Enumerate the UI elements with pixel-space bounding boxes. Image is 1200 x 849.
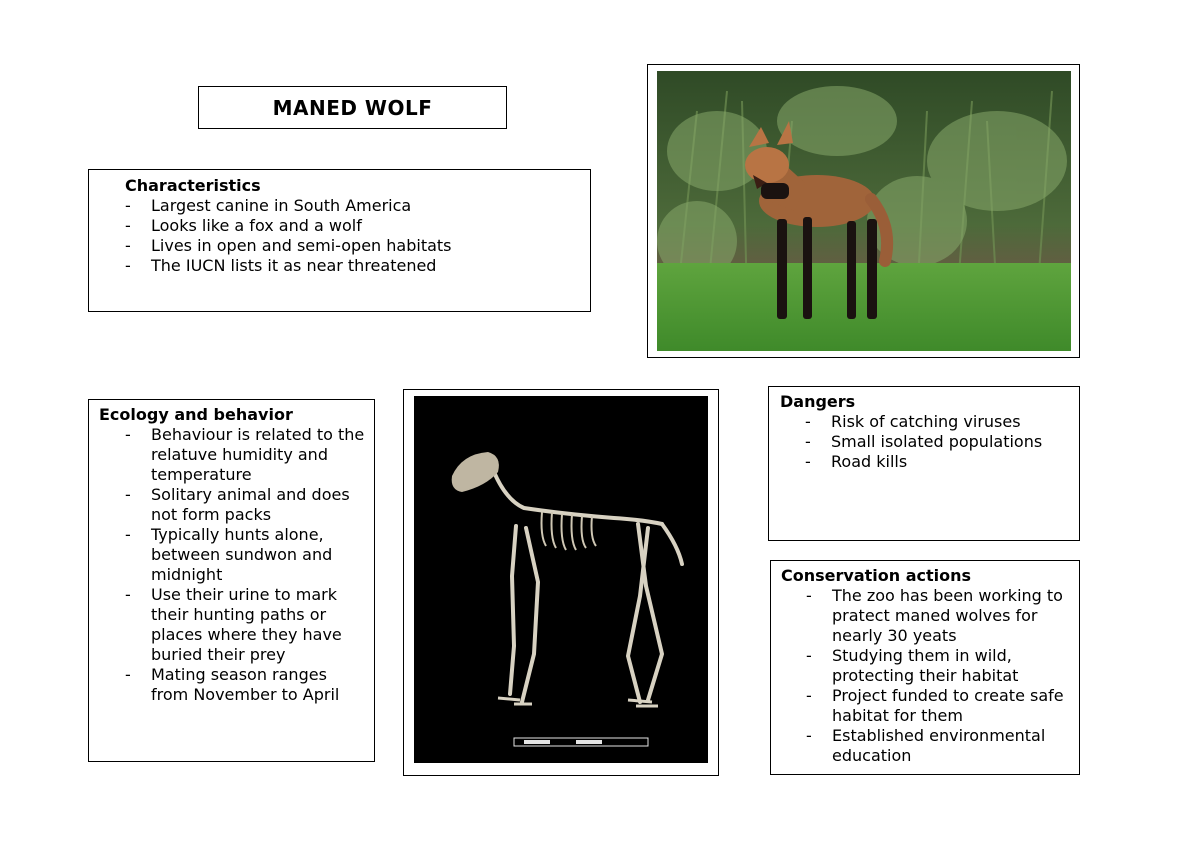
list-item: - Established environmental education <box>781 726 1079 766</box>
list-item: - Largest canine in South America <box>125 196 590 216</box>
conservation-list <box>781 586 1079 766</box>
skeleton-photo-frame <box>403 389 719 776</box>
list-item: - Looks like a fox and a wolf <box>125 216 590 236</box>
list-item: - The zoo has been working to pratect maned wolves for nearly 30 yeats <box>781 586 1079 646</box>
list-item: - Studying them in wild, protecting their habitat <box>781 646 1079 686</box>
conservation-heading: Conservation actions <box>781 566 972 585</box>
dangers-list <box>780 412 1079 472</box>
list-item: - Risk of catching viruses <box>780 412 1079 432</box>
conservation-box <box>770 560 1080 775</box>
list-item: - The IUCN lists it as near threatened <box>125 256 590 276</box>
characteristics-list <box>125 196 590 276</box>
list-item: - Road kills <box>780 452 1079 472</box>
list-item: - Small isolated populations <box>780 432 1079 452</box>
maned-wolf-photo-frame <box>647 64 1080 358</box>
list-item: - Behaviour is related to the relatuve humidity and temperature <box>99 425 374 485</box>
list-item: - Mating season ranges from November to April <box>99 665 374 705</box>
list-item: - Use their urine to mark their hunting paths or places where they have buried their prey <box>99 585 374 665</box>
ecology-list <box>99 425 374 705</box>
list-item: - Typically hunts alone, between sundwon and midnight <box>99 525 374 585</box>
dangers-box <box>768 386 1080 541</box>
maned-wolf-skeleton <box>414 396 708 763</box>
characteristics-box <box>88 169 591 312</box>
list-item: - Project funded to create safe habitat for them <box>781 686 1079 726</box>
list-item: - Lives in open and semi-open habitats <box>125 236 590 256</box>
page-title: MANED WOLF <box>198 86 507 129</box>
dangers-heading: Dangers <box>780 392 856 411</box>
list-item: - Solitary animal and does not form packs <box>99 485 374 525</box>
characteristics-heading: Characteristics <box>125 176 261 195</box>
ecology-box <box>88 399 375 762</box>
maned-wolf-photo <box>657 71 1071 351</box>
ecology-heading: Ecology and behavior <box>99 405 293 424</box>
